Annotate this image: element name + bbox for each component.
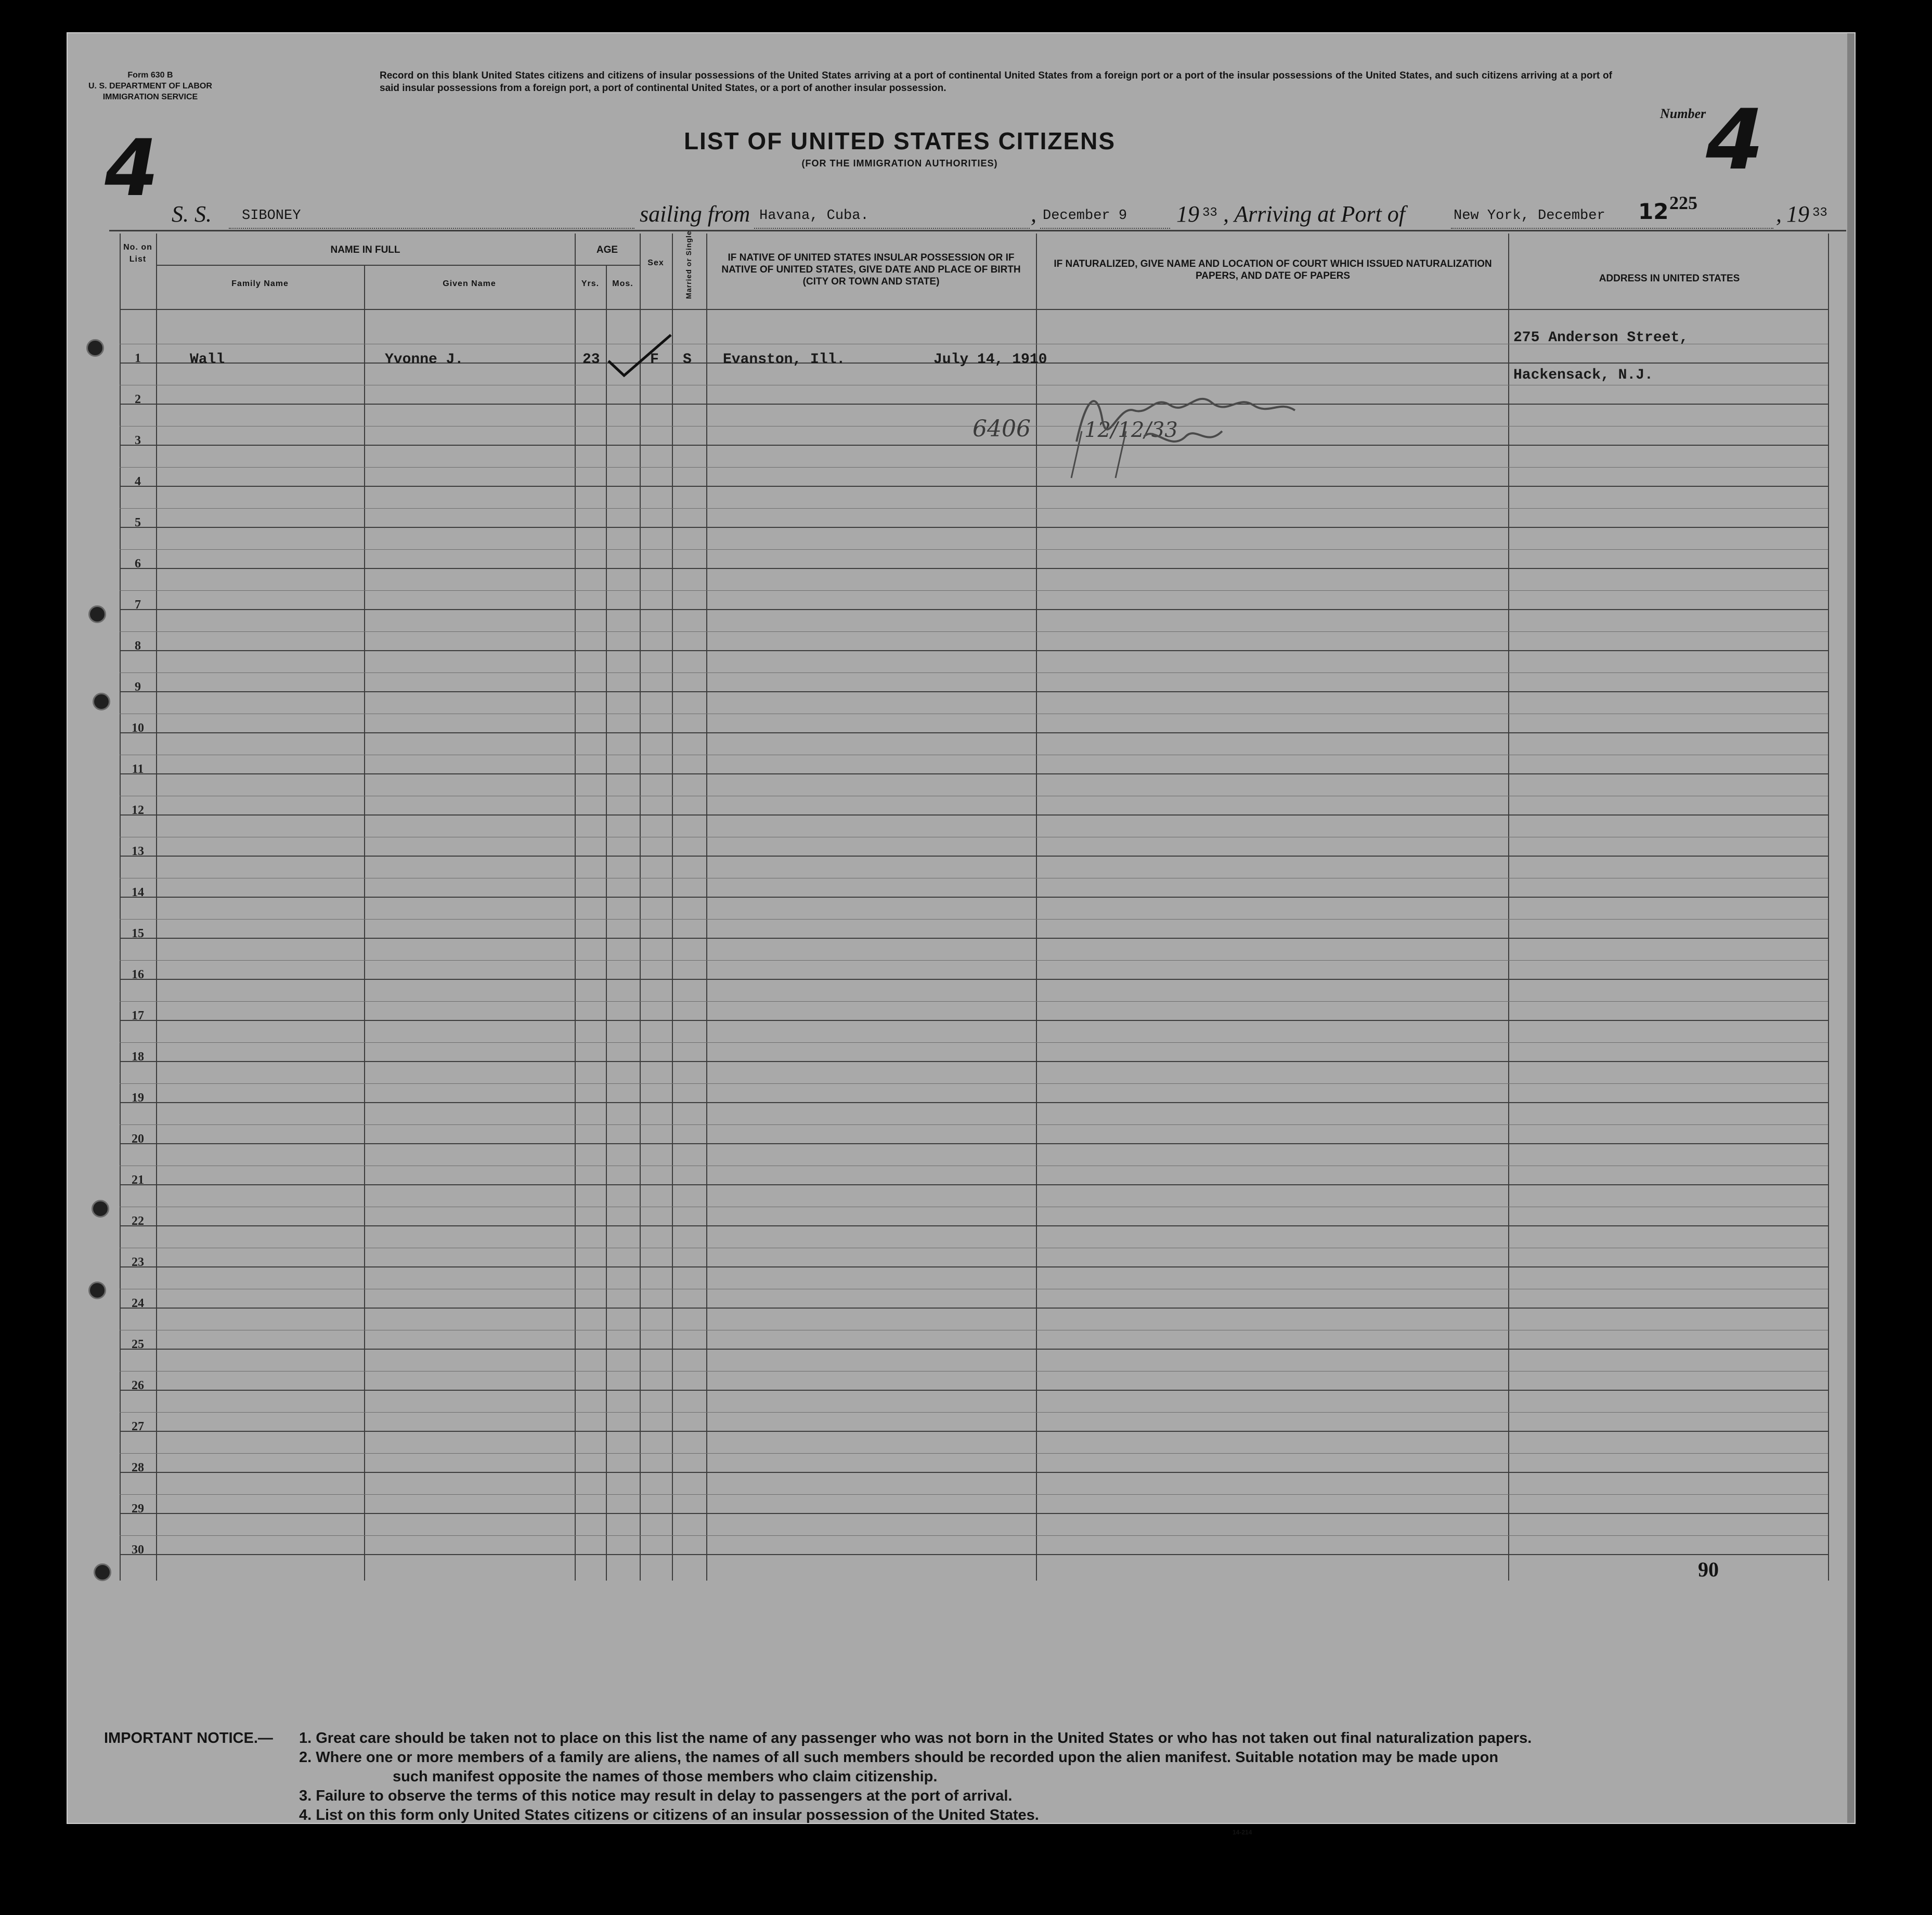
depart-year-prefix: 19 xyxy=(1176,201,1199,227)
row-rule xyxy=(120,1513,1828,1514)
department: U. S. DEPARTMENT OF LABOR xyxy=(88,82,212,90)
arrival-port: New York, December xyxy=(1454,208,1605,224)
row-half-rule xyxy=(120,672,1828,673)
col-divider xyxy=(706,234,707,1581)
entry-sex: F xyxy=(650,352,659,368)
signature xyxy=(1066,374,1316,478)
row-rule xyxy=(120,1143,1828,1144)
row-rule xyxy=(120,938,1828,939)
row-number: 3 xyxy=(135,434,141,447)
punch-hole xyxy=(94,1563,111,1581)
comma: , xyxy=(1031,201,1036,227)
instructions: Record on this blank United States citizens and citizens of insular possessions of the United States arriving at a port of continental United States from a foreign port or a port of the insular possessions of the United States, and such citizens arriving at a port of said insular possessions from a foreign port, a port of continental United States, or a port of another insular possession. xyxy=(380,70,1612,94)
sailing-from-label: sailing from xyxy=(640,201,750,227)
annotation-date: 12/12/33 xyxy=(1084,418,1178,442)
row-number: 23 xyxy=(132,1256,144,1269)
subheader-rule xyxy=(156,265,640,266)
row-half-rule xyxy=(120,549,1828,550)
col-age: AGE xyxy=(596,244,618,255)
col-divider xyxy=(672,234,673,1581)
row-rule xyxy=(120,1308,1828,1309)
manifest-page xyxy=(67,32,1856,1836)
row-number: 27 xyxy=(132,1420,144,1433)
row-half-rule xyxy=(120,1412,1828,1413)
row-number: 28 xyxy=(132,1461,144,1474)
col-divider xyxy=(364,265,365,1581)
row-rule xyxy=(120,1102,1828,1103)
row-rule xyxy=(120,814,1828,816)
form-number: Form 630 B xyxy=(127,71,173,80)
handwritten-left-mark: 4 xyxy=(96,123,166,214)
from-dotline xyxy=(754,227,1030,229)
punch-hole xyxy=(88,605,106,623)
row-number: 7 xyxy=(135,598,141,612)
row-rule xyxy=(120,445,1828,446)
row-half-rule xyxy=(120,1124,1828,1125)
col-divider xyxy=(606,265,607,1581)
header-rule xyxy=(109,230,1846,231)
row-rule xyxy=(120,568,1828,569)
annotation-number: 6406 xyxy=(973,416,1031,442)
handwritten-number: 4 xyxy=(1695,91,1774,188)
depart-year: 33 xyxy=(1202,206,1217,220)
col-divider xyxy=(156,234,157,1581)
entry-address-line2: Hackensack, N.J. xyxy=(1513,367,1653,383)
col-sex: Sex xyxy=(647,258,664,267)
row-rule xyxy=(120,1431,1828,1432)
col-given-name: Given Name xyxy=(443,279,496,288)
row-rule xyxy=(120,404,1828,405)
row-rule xyxy=(120,527,1828,528)
row-number: 12 xyxy=(132,804,144,817)
row-rule xyxy=(120,691,1828,692)
arriving-label: , Arriving at Port of xyxy=(1223,201,1405,227)
ss-label: S. S. xyxy=(172,201,212,227)
row-number: 18 xyxy=(132,1050,144,1064)
row-number: 5 xyxy=(135,516,141,529)
col-married-single: Married or Single xyxy=(684,230,693,299)
row-rule xyxy=(120,1390,1828,1391)
col-address: ADDRESS IN UNITED STATES xyxy=(1599,273,1740,284)
date-dotline xyxy=(1040,227,1170,229)
number-label: Number xyxy=(1660,106,1706,121)
row-half-rule xyxy=(120,467,1828,468)
document-subtitle: (FOR THE IMMIGRATION AUTHORITIES) xyxy=(801,158,998,169)
row-half-rule xyxy=(120,1535,1828,1536)
col-family-name: Family Name xyxy=(231,279,289,288)
notice-item-4: 4. List on this form only United States citizens or citizens of an insular possession of the United States. xyxy=(299,1807,1039,1823)
row-number: 11 xyxy=(132,762,144,776)
row-rule xyxy=(120,1472,1828,1473)
header-bottom-rule xyxy=(120,309,1828,310)
row-rule xyxy=(120,650,1828,651)
punch-hole xyxy=(93,693,110,710)
punch-hole xyxy=(92,1200,109,1218)
notice-item-2: 2. Where one or more members of a family are aliens, the names of all such members should be recorded upon the alien manifest. Suitable notation may be made upon xyxy=(299,1749,1499,1766)
row-number: 29 xyxy=(132,1502,144,1516)
port-dotline xyxy=(1451,227,1773,229)
row-number: 17 xyxy=(132,1009,144,1023)
row-rule xyxy=(120,1061,1828,1062)
entry-address-line1: 275 Anderson Street, xyxy=(1513,330,1689,346)
row-rule xyxy=(120,1266,1828,1267)
col-divider xyxy=(640,234,641,1581)
notice-text: 1. Great care should be taken not to place on this list the name of any passenger who was not born in the United States or who has not taken out final naturalization papers. xyxy=(299,1730,1532,1746)
punch-hole xyxy=(86,339,104,357)
row-number: 30 xyxy=(132,1543,144,1557)
from-port: Havana, Cuba. xyxy=(759,208,869,224)
comma: , xyxy=(1776,201,1782,227)
important-notice xyxy=(104,1729,1820,1825)
ship-name: SIBONEY xyxy=(242,208,301,224)
notice-item-2-cont: such manifest opposite the names of those members who claim citizenship. xyxy=(393,1768,938,1785)
row-rule xyxy=(120,609,1828,610)
row-rule xyxy=(120,897,1828,898)
row-number: 6 xyxy=(135,557,141,571)
entry-birth-place: Evanston, Ill. xyxy=(723,352,846,368)
row-rule xyxy=(120,1020,1828,1021)
arrival-year: 33 xyxy=(1812,206,1827,220)
row-half-rule xyxy=(120,590,1828,591)
col-divider xyxy=(1508,234,1509,1581)
row-number: 24 xyxy=(132,1297,144,1310)
col-no: No. on List xyxy=(123,243,152,264)
notice-item-3: 3. Failure to observe the terms of this notice may result in delay to passengers at the port of arrival. xyxy=(299,1788,1013,1804)
col-divider xyxy=(575,234,576,1581)
row-number: 16 xyxy=(132,968,144,981)
row-number: 13 xyxy=(132,845,144,858)
row-half-rule xyxy=(120,1494,1828,1495)
notice-item-1 xyxy=(104,1729,1820,1748)
form-id-block xyxy=(88,70,212,102)
row-number: 9 xyxy=(135,680,141,694)
row-number: 14 xyxy=(132,886,144,899)
row-rule xyxy=(120,773,1828,774)
col-name-in-full: NAME IN FULL xyxy=(330,244,400,255)
row-number: 10 xyxy=(132,721,144,735)
row-rule xyxy=(120,979,1828,980)
entry-family-name: Wall xyxy=(190,352,225,368)
row-number: 22 xyxy=(132,1214,144,1228)
col-birth: IF NATIVE OF UNITED STATES INSULAR POSSESSION OR IF NATIVE OF UNITED STATES, GIVE DATE AND PLACE OF BIRTH (CITY OR TOWN AND STATE) xyxy=(721,252,1021,287)
row-number: 26 xyxy=(132,1379,144,1392)
row-rule xyxy=(120,486,1828,487)
row-number: 19 xyxy=(132,1091,144,1105)
col-divider xyxy=(1828,234,1829,1581)
row-rule xyxy=(120,1184,1828,1185)
depart-date: December 9 xyxy=(1043,208,1127,224)
row-number: 15 xyxy=(132,927,144,940)
row-number: 21 xyxy=(132,1173,144,1187)
document-title: LIST OF UNITED STATES CITIZENS xyxy=(683,127,1116,154)
row-number: 1 xyxy=(135,352,141,365)
row-half-rule xyxy=(120,631,1828,632)
notice-label: IMPORTANT NOTICE.— xyxy=(104,1730,273,1746)
entry-marital: S xyxy=(683,352,692,368)
bottom-stamp: 90 xyxy=(1698,1558,1719,1581)
row-rule xyxy=(120,732,1828,733)
ship-dotline xyxy=(229,227,634,229)
entry-given-name: Yvonne J. xyxy=(385,352,464,368)
row-number: 4 xyxy=(135,475,141,488)
row-rule xyxy=(120,1225,1828,1226)
row-rule xyxy=(120,1349,1828,1350)
col-divider xyxy=(1036,234,1037,1581)
entry-birth-date: July 14, 1910 xyxy=(933,352,1047,368)
col-mos: Mos. xyxy=(612,279,633,288)
row-rule xyxy=(120,1554,1828,1555)
form-code: 14-214 xyxy=(1233,1829,1252,1836)
row-half-rule xyxy=(120,508,1828,509)
row-half-rule xyxy=(120,919,1828,920)
row-half-rule xyxy=(120,960,1828,961)
row-number: 2 xyxy=(135,393,141,406)
row-half-rule xyxy=(120,1042,1828,1043)
col-naturalized: IF NATURALIZED, GIVE NAME AND LOCATION OF COURT WHICH ISSUED NATURALIZATION PAPERS, AND DATE OF PAPERS xyxy=(1054,258,1492,281)
row-half-rule xyxy=(120,1083,1828,1084)
service: IMMIGRATION SERVICE xyxy=(102,93,198,101)
row-number: 25 xyxy=(132,1338,144,1351)
row-half-rule xyxy=(120,1453,1828,1454)
check-mark xyxy=(603,325,676,382)
punch-hole xyxy=(88,1282,106,1299)
row-rule xyxy=(120,856,1828,857)
row-number: 8 xyxy=(135,639,141,653)
row-half-rule xyxy=(120,1001,1828,1002)
row-number: 20 xyxy=(132,1132,144,1146)
col-yrs: Yrs. xyxy=(581,279,600,288)
page-edge xyxy=(1847,33,1855,1823)
arrival-year-prefix: 19 xyxy=(1786,201,1809,227)
page-number: 225 xyxy=(1669,192,1697,213)
entry-age-yrs: 23 xyxy=(582,352,600,368)
arrival-day: 12 xyxy=(1638,199,1669,224)
